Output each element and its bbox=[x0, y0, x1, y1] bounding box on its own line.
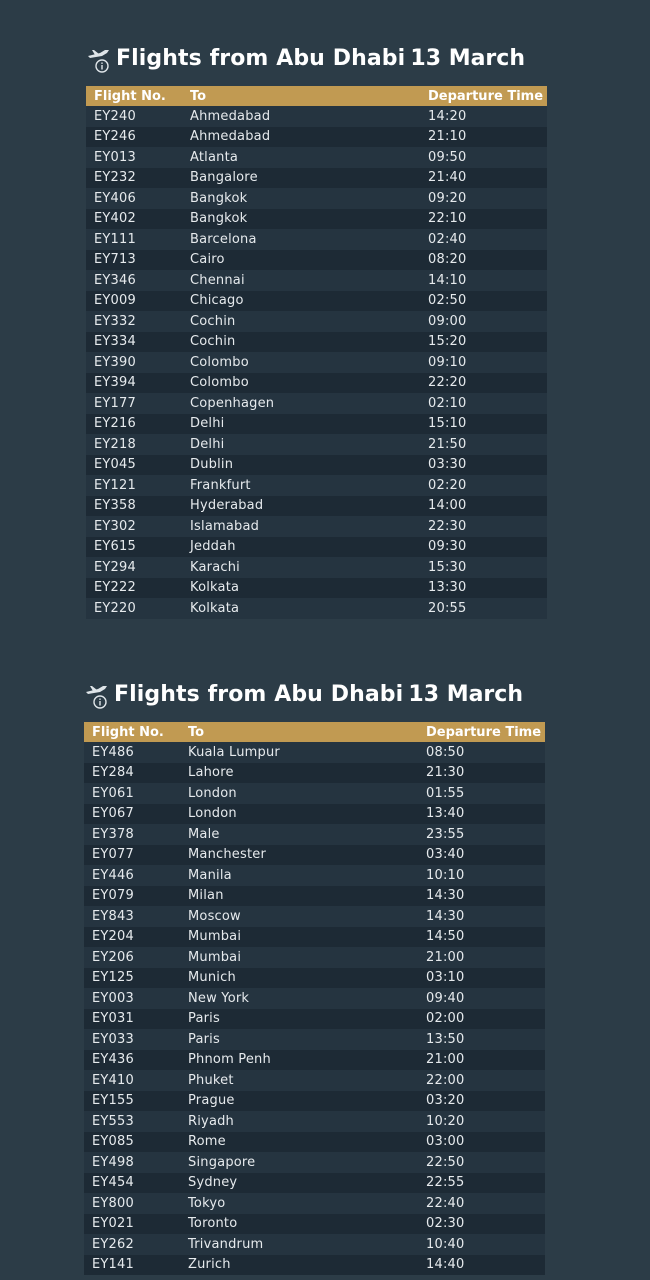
table-row bbox=[84, 1132, 545, 1153]
flight-number-cell: EY121 bbox=[86, 475, 190, 496]
destination-cell: Phuket bbox=[188, 1070, 426, 1091]
table-row bbox=[84, 1029, 545, 1050]
flight-number-cell: EY615 bbox=[86, 537, 190, 558]
destination-cell: London bbox=[188, 804, 426, 825]
destination-cell: Tokyo bbox=[188, 1193, 426, 1214]
table-header-row bbox=[86, 86, 547, 106]
destination-cell: Colombo bbox=[190, 373, 428, 394]
flight-number-cell: EY302 bbox=[86, 516, 190, 537]
table-row bbox=[86, 332, 547, 353]
flight-number-cell: EY284 bbox=[84, 763, 188, 784]
table-row bbox=[86, 270, 547, 291]
departure-time-cell: 13:50 bbox=[426, 1029, 545, 1050]
destination-cell: Ahmedabad bbox=[190, 127, 428, 148]
destination-cell: Bangalore bbox=[190, 168, 428, 189]
flight-number-cell: EY553 bbox=[84, 1111, 188, 1132]
date-label: 13 March bbox=[410, 46, 525, 71]
flight-number-cell: EY111 bbox=[86, 229, 190, 250]
departure-time-cell: 09:30 bbox=[428, 537, 547, 558]
departure-time-cell: 08:20 bbox=[428, 250, 547, 271]
destination-cell: Cochin bbox=[190, 311, 428, 332]
flight-number-cell: EY013 bbox=[86, 147, 190, 168]
departure-time-cell: 03:10 bbox=[426, 968, 545, 989]
destination-cell: Paris bbox=[188, 1029, 426, 1050]
flight-number-cell: EY222 bbox=[86, 578, 190, 599]
table-row bbox=[86, 434, 547, 455]
destination-cell: Trivandrum bbox=[188, 1234, 426, 1255]
table-row bbox=[86, 578, 547, 599]
destination-cell: Male bbox=[188, 824, 426, 845]
departure-time-cell: 23:55 bbox=[426, 824, 545, 845]
flight-number-cell: EY800 bbox=[84, 1193, 188, 1214]
destination-cell: Cochin bbox=[190, 332, 428, 353]
destination-cell: Kolkata bbox=[190, 598, 428, 619]
table-row bbox=[86, 291, 547, 312]
departure-time-cell: 02:00 bbox=[426, 1009, 545, 1030]
destination-cell: Bangkok bbox=[190, 188, 428, 209]
page-title: Flights from Abu Dhabi bbox=[116, 46, 406, 71]
destination-cell: New York bbox=[188, 988, 426, 1009]
flight-number-cell: EY125 bbox=[84, 968, 188, 989]
flight-number-cell: EY394 bbox=[86, 373, 190, 394]
table-row bbox=[86, 106, 547, 127]
date-label: 13 March bbox=[408, 682, 523, 707]
flight-number-cell: EY332 bbox=[86, 311, 190, 332]
flight-number-cell: EY436 bbox=[84, 1050, 188, 1071]
departure-time-cell: 15:30 bbox=[428, 557, 547, 578]
table-row bbox=[84, 1111, 545, 1132]
destination-cell: Chennai bbox=[190, 270, 428, 291]
destination-cell: Riyadh bbox=[188, 1111, 426, 1132]
flight-number-cell: EY334 bbox=[86, 332, 190, 353]
departure-time-cell: 14:30 bbox=[426, 886, 545, 907]
column-header-flight-no: Flight No. bbox=[84, 722, 188, 742]
destination-cell: Moscow bbox=[188, 906, 426, 927]
table-row bbox=[84, 1193, 545, 1214]
flight-number-cell: EY406 bbox=[86, 188, 190, 209]
departure-time-cell: 09:10 bbox=[428, 352, 547, 373]
table-row bbox=[84, 1050, 545, 1071]
table-row bbox=[84, 804, 545, 825]
destination-cell: Paris bbox=[188, 1009, 426, 1030]
departure-time-cell: 14:00 bbox=[428, 496, 547, 517]
departure-time-cell: 22:40 bbox=[426, 1193, 545, 1214]
departure-time-cell: 14:10 bbox=[428, 270, 547, 291]
flight-number-cell: EY067 bbox=[84, 804, 188, 825]
table-row bbox=[84, 1234, 545, 1255]
table-row bbox=[86, 414, 547, 435]
departure-time-cell: 22:55 bbox=[426, 1173, 545, 1194]
table-row bbox=[84, 906, 545, 927]
destination-cell: Islamabad bbox=[190, 516, 428, 537]
table-row bbox=[84, 1152, 545, 1173]
flight-number-cell: EY206 bbox=[84, 947, 188, 968]
flight-number-cell: EY204 bbox=[84, 927, 188, 948]
column-header-departure-time: Departure Time bbox=[426, 722, 545, 742]
table-row bbox=[84, 1214, 545, 1235]
flight-number-cell: EY141 bbox=[84, 1255, 188, 1276]
destination-cell: Rome bbox=[188, 1132, 426, 1153]
column-header-departure-time: Departure Time bbox=[428, 86, 547, 106]
departure-time-cell: 15:20 bbox=[428, 332, 547, 353]
table-row bbox=[84, 783, 545, 804]
destination-cell: Ahmedabad bbox=[190, 106, 428, 127]
table-header-row bbox=[84, 722, 545, 742]
destination-cell: Zurich bbox=[188, 1255, 426, 1276]
departure-time-cell: 09:20 bbox=[428, 188, 547, 209]
plane-info-icon bbox=[84, 683, 110, 711]
flight-number-cell: EY003 bbox=[84, 988, 188, 1009]
table-row bbox=[84, 886, 545, 907]
flight-number-cell: EY155 bbox=[84, 1091, 188, 1112]
table-row bbox=[86, 475, 547, 496]
flight-number-cell: EY220 bbox=[86, 598, 190, 619]
destination-cell: Lahore bbox=[188, 763, 426, 784]
destination-cell: Chicago bbox=[190, 291, 428, 312]
departure-time-cell: 14:40 bbox=[426, 1255, 545, 1276]
destination-cell: London bbox=[188, 783, 426, 804]
departure-time-cell: 01:55 bbox=[426, 783, 545, 804]
flight-number-cell: EY294 bbox=[86, 557, 190, 578]
flight-number-cell: EY454 bbox=[84, 1173, 188, 1194]
departure-time-cell: 15:10 bbox=[428, 414, 547, 435]
table-row bbox=[86, 393, 547, 414]
flight-number-cell: EY446 bbox=[84, 865, 188, 886]
destination-cell: Singapore bbox=[188, 1152, 426, 1173]
destination-cell: Delhi bbox=[190, 414, 428, 435]
flight-number-cell: EY378 bbox=[84, 824, 188, 845]
table-body bbox=[86, 106, 547, 619]
flight-number-cell: EY216 bbox=[86, 414, 190, 435]
table-row bbox=[86, 127, 547, 148]
flight-number-cell: EY177 bbox=[86, 393, 190, 414]
flight-number-cell: EY061 bbox=[84, 783, 188, 804]
table-row bbox=[84, 1173, 545, 1194]
flight-number-cell: EY009 bbox=[86, 291, 190, 312]
destination-cell: Kolkata bbox=[190, 578, 428, 599]
departure-time-cell: 02:40 bbox=[428, 229, 547, 250]
destination-cell: Phnom Penh bbox=[188, 1050, 426, 1071]
departure-time-cell: 13:30 bbox=[428, 578, 547, 599]
destination-cell: Colombo bbox=[190, 352, 428, 373]
destination-cell: Bangkok bbox=[190, 209, 428, 230]
destination-cell: Kuala Lumpur bbox=[188, 742, 426, 763]
destination-cell: Delhi bbox=[190, 434, 428, 455]
flight-number-cell: EY033 bbox=[84, 1029, 188, 1050]
departure-time-cell: 21:10 bbox=[428, 127, 547, 148]
column-header-to: To bbox=[190, 86, 428, 106]
flight-number-cell: EY031 bbox=[84, 1009, 188, 1030]
table-row bbox=[84, 1009, 545, 1030]
departure-time-cell: 03:30 bbox=[428, 455, 547, 476]
departure-time-cell: 02:50 bbox=[428, 291, 547, 312]
flights-panel-1 bbox=[86, 44, 547, 619]
flights-table bbox=[84, 722, 545, 1275]
departure-time-cell: 03:40 bbox=[426, 845, 545, 866]
destination-cell: Hyderabad bbox=[190, 496, 428, 517]
destination-cell: Dublin bbox=[190, 455, 428, 476]
flight-number-cell: EY218 bbox=[86, 434, 190, 455]
departure-time-cell: 21:00 bbox=[426, 1050, 545, 1071]
table-row bbox=[86, 516, 547, 537]
table-row bbox=[86, 455, 547, 476]
table-row bbox=[86, 352, 547, 373]
departure-time-cell: 09:00 bbox=[428, 311, 547, 332]
flight-number-cell: EY232 bbox=[86, 168, 190, 189]
departure-time-cell: 22:10 bbox=[428, 209, 547, 230]
flight-number-cell: EY402 bbox=[86, 209, 190, 230]
departure-time-cell: 20:55 bbox=[428, 598, 547, 619]
flight-number-cell: EY843 bbox=[84, 906, 188, 927]
departure-time-cell: 13:40 bbox=[426, 804, 545, 825]
flight-number-cell: EY486 bbox=[84, 742, 188, 763]
destination-cell: Barcelona bbox=[190, 229, 428, 250]
table-row bbox=[84, 1070, 545, 1091]
destination-cell: Sydney bbox=[188, 1173, 426, 1194]
flight-number-cell: EY713 bbox=[86, 250, 190, 271]
panel-header bbox=[84, 680, 545, 722]
destination-cell: Munich bbox=[188, 968, 426, 989]
destination-cell: Jeddah bbox=[190, 537, 428, 558]
table-row bbox=[84, 742, 545, 763]
departure-time-cell: 03:00 bbox=[426, 1132, 545, 1153]
departure-time-cell: 09:40 bbox=[426, 988, 545, 1009]
departure-time-cell: 21:50 bbox=[428, 434, 547, 455]
table-row bbox=[84, 947, 545, 968]
table-row bbox=[84, 988, 545, 1009]
table-row bbox=[84, 845, 545, 866]
table-row bbox=[86, 229, 547, 250]
flight-number-cell: EY079 bbox=[84, 886, 188, 907]
column-header-to: To bbox=[188, 722, 426, 742]
destination-cell: Milan bbox=[188, 886, 426, 907]
table-row bbox=[86, 168, 547, 189]
table-row bbox=[86, 557, 547, 578]
table-row bbox=[86, 373, 547, 394]
destination-cell: Toronto bbox=[188, 1214, 426, 1235]
page-title: Flights from Abu Dhabi bbox=[114, 682, 404, 707]
departure-time-cell: 22:30 bbox=[428, 516, 547, 537]
departure-time-cell: 14:20 bbox=[428, 106, 547, 127]
flight-number-cell: EY390 bbox=[86, 352, 190, 373]
flight-number-cell: EY262 bbox=[84, 1234, 188, 1255]
flight-number-cell: EY077 bbox=[84, 845, 188, 866]
departure-time-cell: 10:10 bbox=[426, 865, 545, 886]
table-body bbox=[84, 742, 545, 1275]
table-row bbox=[84, 927, 545, 948]
destination-cell: Manchester bbox=[188, 845, 426, 866]
destination-cell: Atlanta bbox=[190, 147, 428, 168]
flight-number-cell: EY045 bbox=[86, 455, 190, 476]
destination-cell: Manila bbox=[188, 865, 426, 886]
flight-number-cell: EY358 bbox=[86, 496, 190, 517]
departure-time-cell: 10:20 bbox=[426, 1111, 545, 1132]
flight-number-cell: EY085 bbox=[84, 1132, 188, 1153]
table-row bbox=[86, 209, 547, 230]
departure-time-cell: 03:20 bbox=[426, 1091, 545, 1112]
flight-number-cell: EY021 bbox=[84, 1214, 188, 1235]
column-header-flight-no: Flight No. bbox=[86, 86, 190, 106]
departure-time-cell: 22:00 bbox=[426, 1070, 545, 1091]
table-row bbox=[84, 763, 545, 784]
flight-number-cell: EY410 bbox=[84, 1070, 188, 1091]
destination-cell: Mumbai bbox=[188, 927, 426, 948]
flight-number-cell: EY498 bbox=[84, 1152, 188, 1173]
destination-cell: Karachi bbox=[190, 557, 428, 578]
table-row bbox=[86, 311, 547, 332]
destination-cell: Prague bbox=[188, 1091, 426, 1112]
departure-time-cell: 14:30 bbox=[426, 906, 545, 927]
flight-number-cell: EY240 bbox=[86, 106, 190, 127]
departure-time-cell: 02:10 bbox=[428, 393, 547, 414]
departure-time-cell: 02:30 bbox=[426, 1214, 545, 1235]
table-row bbox=[86, 496, 547, 517]
panel-header bbox=[86, 44, 547, 86]
departure-time-cell: 14:50 bbox=[426, 927, 545, 948]
flights-panel-2 bbox=[84, 680, 545, 1275]
destination-cell: Cairo bbox=[190, 250, 428, 271]
table-row bbox=[86, 188, 547, 209]
table-row bbox=[86, 598, 547, 619]
table-row bbox=[86, 250, 547, 271]
table-row bbox=[84, 968, 545, 989]
table-row bbox=[84, 1091, 545, 1112]
departure-time-cell: 10:40 bbox=[426, 1234, 545, 1255]
flights-table bbox=[86, 86, 547, 619]
departure-time-cell: 21:00 bbox=[426, 947, 545, 968]
table-row bbox=[86, 147, 547, 168]
departure-time-cell: 21:30 bbox=[426, 763, 545, 784]
departure-time-cell: 22:50 bbox=[426, 1152, 545, 1173]
table-row bbox=[84, 824, 545, 845]
plane-info-icon bbox=[86, 47, 112, 75]
destination-cell: Copenhagen bbox=[190, 393, 428, 414]
destination-cell: Mumbai bbox=[188, 947, 426, 968]
departure-time-cell: 21:40 bbox=[428, 168, 547, 189]
departure-time-cell: 02:20 bbox=[428, 475, 547, 496]
departure-time-cell: 09:50 bbox=[428, 147, 547, 168]
destination-cell: Frankfurt bbox=[190, 475, 428, 496]
flight-number-cell: EY246 bbox=[86, 127, 190, 148]
table-row bbox=[86, 537, 547, 558]
table-row bbox=[84, 865, 545, 886]
departure-time-cell: 22:20 bbox=[428, 373, 547, 394]
flight-number-cell: EY346 bbox=[86, 270, 190, 291]
departure-time-cell: 08:50 bbox=[426, 742, 545, 763]
table-row bbox=[84, 1255, 545, 1276]
